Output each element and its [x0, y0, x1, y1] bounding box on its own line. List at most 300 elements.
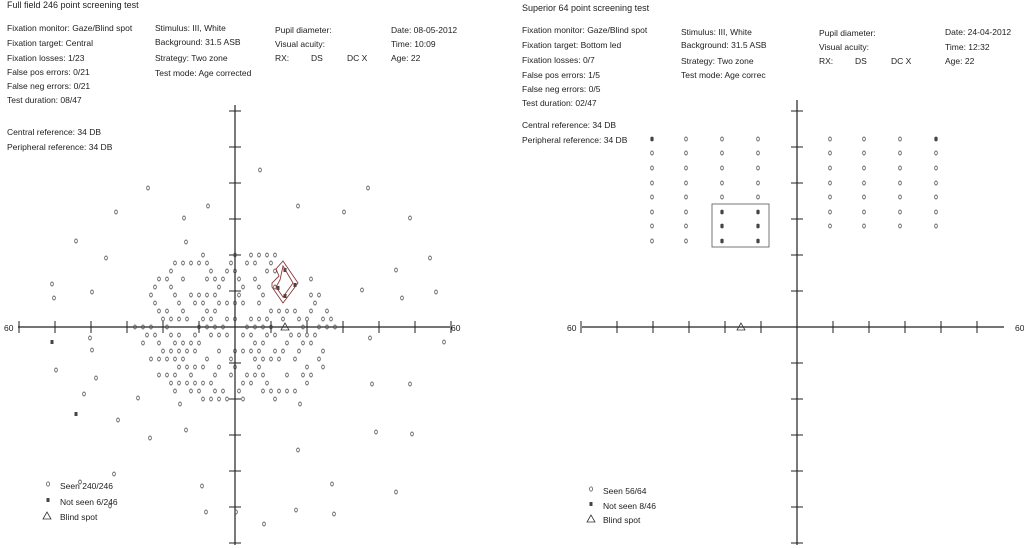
seen-point — [206, 277, 209, 281]
seen-point — [651, 224, 654, 228]
seen-point — [395, 268, 398, 272]
seen-point — [105, 256, 108, 260]
seen-point — [863, 137, 866, 141]
dcx-label: DC X — [347, 53, 368, 63]
seen-point — [757, 195, 760, 199]
axis-right-label: 60 — [1015, 323, 1024, 333]
rx-label: RX: — [819, 56, 834, 66]
seen-point — [310, 341, 313, 345]
seen-point — [651, 151, 654, 155]
seen-point — [254, 341, 257, 345]
seen-point — [294, 357, 297, 361]
seen-point — [210, 333, 213, 337]
seen-point — [258, 317, 261, 321]
seen-point — [757, 166, 760, 170]
seen-point — [154, 301, 157, 305]
seen-point — [330, 317, 333, 321]
seen-point — [310, 309, 313, 313]
test-title: Superior 64 point screening test — [522, 3, 650, 13]
seen-point — [829, 151, 832, 155]
seen-point — [182, 341, 185, 345]
not-seen-point — [757, 239, 760, 243]
ds-label: DS — [855, 56, 867, 66]
seen-point — [863, 166, 866, 170]
seen-point — [210, 317, 213, 321]
seen-point — [286, 309, 289, 313]
seen-point — [166, 309, 169, 313]
seen-point — [95, 376, 98, 380]
seen-point — [154, 285, 157, 289]
seen-point — [863, 224, 866, 228]
blind-spot-legend-icon — [42, 511, 52, 520]
seen-point — [170, 317, 173, 321]
seen-point — [266, 333, 269, 337]
seen-point — [178, 365, 181, 369]
seen-point — [198, 341, 201, 345]
patient-age: Age: 22 — [391, 53, 421, 63]
seen-point — [250, 333, 253, 337]
seen-point — [270, 389, 273, 393]
seen-point — [206, 357, 209, 361]
seen-point — [263, 522, 266, 526]
seen-point — [685, 195, 688, 199]
stimulus: Stimulus: III, White — [681, 27, 752, 37]
seen-point — [242, 349, 245, 353]
seen-point — [226, 317, 229, 321]
seen-point — [721, 181, 724, 185]
seen-point — [429, 256, 432, 260]
seen-point — [190, 389, 193, 393]
seen-point — [899, 181, 902, 185]
seen-point — [266, 381, 269, 385]
strategy: Strategy: Two zone — [155, 53, 228, 63]
seen-point — [250, 381, 253, 385]
seen-point — [154, 333, 157, 337]
seen-point — [685, 137, 688, 141]
seen-point — [158, 373, 161, 377]
seen-point — [371, 382, 374, 386]
seen-point — [294, 309, 297, 313]
test-mode: Test mode: Age corrected — [155, 68, 252, 78]
seen-point — [333, 512, 336, 516]
peripheral-reference: Peripheral reference: 34 DB — [7, 142, 113, 152]
seen-point — [166, 357, 169, 361]
false-pos-errors: False pos errors: 1/5 — [522, 70, 600, 80]
seen-point — [190, 293, 193, 297]
not-seen-point — [51, 340, 54, 344]
not-seen-point — [757, 210, 760, 214]
seen-point — [685, 210, 688, 214]
seen-point — [186, 317, 189, 321]
seen-point — [258, 349, 261, 353]
seen-point — [295, 508, 298, 512]
seen-point — [361, 288, 364, 292]
seen-point — [51, 282, 54, 286]
seen-point — [230, 357, 233, 361]
patient-age: Age: 22 — [945, 56, 975, 66]
seen-point — [238, 277, 241, 281]
seen-point — [651, 239, 654, 243]
seen-point — [298, 349, 301, 353]
seen-point — [435, 290, 438, 294]
seen-point — [150, 357, 153, 361]
seen-point — [254, 261, 257, 265]
seen-point — [186, 381, 189, 385]
seen-point — [401, 296, 404, 300]
seen-point — [411, 432, 414, 436]
seen-point — [55, 368, 58, 372]
seen-point — [226, 397, 229, 401]
seen-point — [194, 333, 197, 337]
seen-point — [262, 341, 265, 345]
seen-point — [246, 261, 249, 265]
seen-point — [158, 309, 161, 313]
seen-point — [214, 293, 217, 297]
seen-point — [395, 490, 398, 494]
seen-point — [651, 195, 654, 199]
seen-point — [202, 381, 205, 385]
seen-point — [178, 317, 181, 321]
seen-point — [829, 224, 832, 228]
seen-point — [343, 210, 346, 214]
not-seen-point — [75, 412, 78, 416]
seen-point — [367, 186, 370, 190]
not-seen-point — [651, 137, 654, 141]
seen-point — [83, 392, 86, 396]
seen-point — [158, 341, 161, 345]
seen-point — [206, 261, 209, 265]
seen-point — [214, 389, 217, 393]
seen-point — [299, 402, 302, 406]
fixation-target: Fixation target: Central — [7, 38, 93, 48]
seen-point — [201, 484, 204, 488]
seen-point — [757, 137, 760, 141]
test-time: Time: 12:32 — [945, 42, 990, 52]
legend-not-seen: Not seen 8/46 — [603, 501, 656, 511]
seen-point — [218, 349, 221, 353]
seen-point — [194, 381, 197, 385]
seen-point — [302, 341, 305, 345]
seen-point — [274, 333, 277, 337]
seen-point — [214, 373, 217, 377]
seen-point — [651, 210, 654, 214]
seen-point — [899, 195, 902, 199]
seen-point — [91, 290, 94, 294]
seen-point — [170, 349, 173, 353]
seen-point — [258, 285, 261, 289]
seen-point — [863, 151, 866, 155]
seen-point — [274, 397, 277, 401]
seen-point — [170, 381, 173, 385]
seen-point — [369, 336, 372, 340]
seen-point — [685, 166, 688, 170]
seen-point — [685, 224, 688, 228]
seen-point — [935, 210, 938, 214]
seen-point — [162, 349, 165, 353]
seen-point — [218, 285, 221, 289]
central-reference: Central reference: 34 DB — [7, 127, 102, 137]
fixation-monitor: Fixation monitor: Gaze/Blind spot — [522, 25, 648, 35]
seen-point — [290, 333, 293, 337]
ds-label: DS — [311, 53, 323, 63]
test-title: Full field 246 point screening test — [7, 0, 139, 10]
seen-point — [146, 333, 149, 337]
seen-point — [685, 181, 688, 185]
seen-point — [186, 349, 189, 353]
seen-point — [230, 373, 233, 377]
seen-point — [183, 216, 186, 220]
seen-point — [314, 301, 317, 305]
test-date: Date: 24-04-2012 — [945, 27, 1012, 37]
seen-point — [226, 301, 229, 305]
seen-point — [198, 293, 201, 297]
seen-point — [202, 365, 205, 369]
seen-point — [685, 239, 688, 243]
seen-point — [242, 285, 245, 289]
seen-point — [306, 317, 309, 321]
seen-point — [262, 373, 265, 377]
seen-point — [443, 340, 446, 344]
seen-point — [250, 253, 253, 257]
legend-blind-spot: Blind spot — [60, 512, 98, 522]
seen-point — [170, 285, 173, 289]
seen-point — [202, 253, 205, 257]
seen-point — [829, 166, 832, 170]
seen-point — [286, 341, 289, 345]
seen-point — [190, 261, 193, 265]
strategy: Strategy: Two zone — [681, 56, 754, 66]
seen-point — [162, 317, 165, 321]
seen-point — [158, 277, 161, 281]
seen-point — [409, 382, 412, 386]
seen-point — [238, 293, 241, 297]
seen-point — [262, 293, 265, 297]
seen-point — [218, 301, 221, 305]
seen-point — [935, 195, 938, 199]
seen-point — [226, 269, 229, 273]
seen-point — [326, 309, 329, 313]
seen-point — [117, 418, 120, 422]
seen-point — [185, 240, 188, 244]
seen-point — [258, 253, 261, 257]
seen-point — [214, 309, 217, 313]
seen-point — [230, 261, 233, 265]
seen-point — [266, 253, 269, 257]
seen-point — [310, 373, 313, 377]
seen-point — [863, 195, 866, 199]
seen-point — [194, 301, 197, 305]
seen-point — [115, 210, 118, 214]
seen-point — [226, 333, 229, 337]
pupil-diameter: Pupil diameter: — [275, 25, 332, 35]
fixation-losses: Fixation losses: 0/7 — [522, 55, 595, 65]
seen-point — [278, 357, 281, 361]
dcx-label: DC X — [891, 56, 912, 66]
field-axes — [18, 105, 451, 545]
seen-point — [757, 151, 760, 155]
seen-point — [178, 349, 181, 353]
not-seen-icon — [587, 500, 595, 508]
seen-point — [242, 381, 245, 385]
seen-point — [322, 349, 325, 353]
seen-point — [174, 293, 177, 297]
seen-point — [210, 381, 213, 385]
seen-point — [935, 151, 938, 155]
seen-point — [651, 166, 654, 170]
seen-point — [302, 373, 305, 377]
seen-point — [685, 151, 688, 155]
seen-point — [202, 317, 205, 321]
seen-point — [310, 277, 313, 281]
seen-point — [222, 277, 225, 281]
seen-point — [721, 166, 724, 170]
seen-point — [935, 224, 938, 228]
visual-acuity: Visual acuity: — [275, 39, 325, 49]
seen-point — [297, 204, 300, 208]
seen-point — [310, 293, 313, 297]
seen-point — [262, 357, 265, 361]
stimulus: Stimulus: III, White — [155, 23, 226, 33]
seen-point — [218, 333, 221, 337]
seen-point — [174, 261, 177, 265]
seen-icon — [587, 485, 595, 493]
seen-point — [53, 296, 56, 300]
seen-point — [899, 224, 902, 228]
seen-point — [270, 261, 273, 265]
seen-point — [190, 373, 193, 377]
seen-point — [935, 166, 938, 170]
seen-point — [147, 186, 150, 190]
seen-point — [899, 137, 902, 141]
seen-point — [278, 389, 281, 393]
seen-point — [298, 317, 301, 321]
test-points — [51, 168, 446, 526]
axis-left-label: 60 — [4, 323, 14, 333]
seen-point — [178, 301, 181, 305]
peripheral-reference: Peripheral reference: 34 DB — [522, 135, 628, 145]
central-reference: Central reference: 34 DB — [522, 120, 617, 130]
false-pos-errors: False pos errors: 0/21 — [7, 67, 90, 77]
legend-blind-spot: Blind spot — [603, 515, 641, 525]
false-neg-errors: False neg errors: 0/21 — [7, 81, 91, 91]
seen-point — [210, 269, 213, 273]
test-points — [651, 137, 938, 243]
seen-point — [899, 166, 902, 170]
seen-point — [174, 373, 177, 377]
seen-point — [158, 357, 161, 361]
seen-point — [89, 336, 92, 340]
legend-seen: Seen 56/64 — [603, 486, 647, 496]
seen-point — [322, 317, 325, 321]
seen-point — [270, 309, 273, 313]
not-seen-point — [721, 239, 724, 243]
seen-point — [375, 430, 378, 434]
background: Background: 31.5 ASB — [681, 40, 767, 50]
test-date: Date: 08-05-2012 — [391, 25, 458, 35]
seen-point — [182, 309, 185, 313]
seen-point — [278, 309, 281, 313]
seen-point — [254, 277, 257, 281]
not-seen-point — [757, 224, 760, 228]
seen-point — [829, 137, 832, 141]
seen-point — [258, 365, 261, 369]
seen-point — [266, 269, 269, 273]
seen-point — [178, 333, 181, 337]
test-duration: Test duration: 02/47 — [522, 98, 597, 108]
seen-point — [182, 277, 185, 281]
seen-point — [286, 389, 289, 393]
seen-point — [150, 293, 153, 297]
seen-point — [170, 269, 173, 273]
seen-point — [179, 402, 182, 406]
seen-point — [250, 317, 253, 321]
seen-point — [331, 482, 334, 486]
seen-point — [218, 365, 221, 369]
seen-point — [198, 389, 201, 393]
seen-point — [899, 210, 902, 214]
seen-point — [266, 317, 269, 321]
seen-point — [242, 333, 245, 337]
seen-point — [190, 341, 193, 345]
legend-seen: Seen 240/246 — [60, 481, 113, 491]
seen-point — [210, 397, 213, 401]
seen-point — [182, 357, 185, 361]
seen-icon — [44, 480, 52, 488]
seen-point — [206, 309, 209, 313]
rx-label: RX: — [275, 53, 290, 63]
seen-point — [306, 365, 309, 369]
fixation-monitor: Fixation monitor: Gaze/Blind spot — [7, 23, 133, 33]
fixation-target: Fixation target: Bottom led — [522, 40, 622, 50]
seen-point — [306, 381, 309, 385]
fixation-losses: Fixation losses: 1/23 — [7, 53, 85, 63]
seen-point — [282, 349, 285, 353]
seen-point — [829, 195, 832, 199]
seen-point — [254, 357, 257, 361]
seen-point — [274, 253, 277, 257]
seen-point — [242, 397, 245, 401]
blind-spot-legend-icon — [586, 514, 596, 523]
seen-point — [318, 293, 321, 297]
seen-point — [182, 261, 185, 265]
test-duration: Test duration: 08/47 — [7, 95, 82, 105]
not-seen-point — [721, 224, 724, 228]
seen-point — [142, 341, 145, 345]
seen-point — [202, 301, 205, 305]
seen-point — [75, 239, 78, 243]
seen-point — [174, 341, 177, 345]
seen-point — [166, 277, 169, 281]
seen-point — [238, 389, 241, 393]
seen-point — [270, 357, 273, 361]
seen-point — [262, 389, 265, 393]
legend-not-seen: Not seen 6/246 — [60, 497, 118, 507]
seen-point — [757, 181, 760, 185]
seen-point — [198, 261, 201, 265]
seen-point — [863, 181, 866, 185]
seen-point — [254, 373, 257, 377]
test-time: Time: 10:09 — [391, 39, 436, 49]
axis-left-label: 60 — [567, 323, 577, 333]
seen-point — [259, 168, 262, 172]
seen-point — [205, 510, 208, 514]
not-seen-point — [721, 210, 724, 214]
seen-point — [651, 181, 654, 185]
axis-right-label: 60 — [451, 323, 461, 333]
visual-field-plot — [512, 0, 1024, 548]
seen-point — [935, 181, 938, 185]
seen-point — [298, 333, 301, 337]
